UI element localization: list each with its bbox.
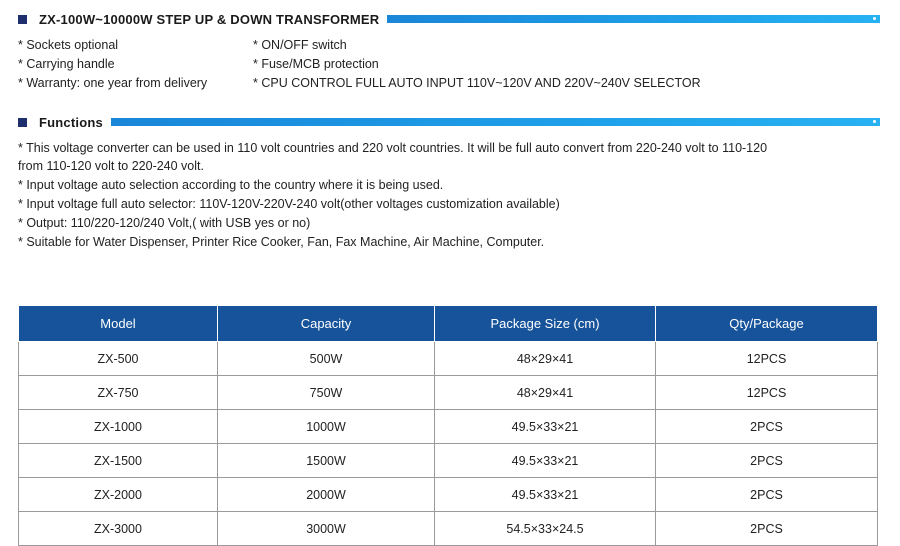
function-line: from 110-120 volt to 220-240 volt. [18,159,204,173]
header-square-icon [18,118,27,127]
table-row [19,342,878,376]
cell-capacity: 2000W [218,478,435,512]
functions-header [18,115,880,129]
cell-qty: 2PCS [656,410,878,444]
bar-dot-icon [873,17,876,20]
cell-package-size: 48×29×41 [435,376,656,410]
cell-model: ZX-500 [19,342,218,376]
cell-model: ZX-2000 [19,478,218,512]
cell-capacity: 1500W [218,444,435,478]
column-header-qty: Qty/Package [656,306,878,342]
spec-table [18,305,878,546]
column-header-package-size: Package Size (cm) [435,306,656,342]
cell-qty: 2PCS [656,444,878,478]
cell-model: ZX-750 [19,376,218,410]
feature-cpu-control: * CPU CONTROL FULL AUTO INPUT 110V~120V AND 220V~240V SELECTOR [253,76,701,90]
cell-model: ZX-3000 [19,512,218,546]
feature-fuse: * Fuse/MCB protection [253,57,379,71]
table-header-row [19,306,878,342]
function-line: * Suitable for Water Dispenser, Printer Rice Cooker, Fan, Fax Machine, Air Machine, Computer. [18,235,545,249]
table-row [19,512,878,546]
cell-capacity: 3000W [218,512,435,546]
product-header [18,12,880,26]
cell-model: ZX-1000 [19,410,218,444]
header-square-icon [18,15,27,24]
feature-sockets: * Sockets optional [18,38,119,52]
header-accent-bar [111,118,880,126]
functions-title: Functions [39,114,103,130]
cell-qty: 2PCS [656,478,878,512]
feature-handle: * Carrying handle [18,57,115,71]
cell-package-size: 49.5×33×21 [435,478,656,512]
function-line: * Input voltage auto selection according to the country where it is being used. [18,178,444,192]
cell-model: ZX-1500 [19,444,218,478]
cell-qty: 2PCS [656,512,878,546]
cell-package-size: 49.5×33×21 [435,410,656,444]
cell-package-size: 49.5×33×21 [435,444,656,478]
cell-capacity: 500W [218,342,435,376]
bar-dot-icon [873,120,876,123]
product-title: ZX-100W~10000W STEP UP & DOWN TRANSFORMER [39,11,380,27]
feature-switch: * ON/OFF switch [253,38,347,52]
cell-package-size: 48×29×41 [435,342,656,376]
function-line: * This voltage converter can be used in 110 volt countries and 220 volt countries. It will be full auto convert from 220-240 volt to 110-120 [18,141,768,155]
function-line: * Output: 110/220-120/240 Volt,( with USB yes or no) [18,216,311,230]
cell-package-size: 54.5×33×24.5 [435,512,656,546]
cell-qty: 12PCS [656,342,878,376]
header-accent-bar [387,15,880,23]
table-row [19,478,878,512]
column-header-capacity: Capacity [218,306,435,342]
cell-capacity: 1000W [218,410,435,444]
cell-qty: 12PCS [656,376,878,410]
table-row [19,444,878,478]
table-row [19,376,878,410]
cell-capacity: 750W [218,376,435,410]
column-header-model: Model [19,306,218,342]
table-row [19,410,878,444]
feature-warranty: * Warranty: one year from delivery [18,76,208,90]
function-line: * Input voltage full auto selector: 110V-120V-220V-240 volt(other voltages customization available) [18,197,560,211]
